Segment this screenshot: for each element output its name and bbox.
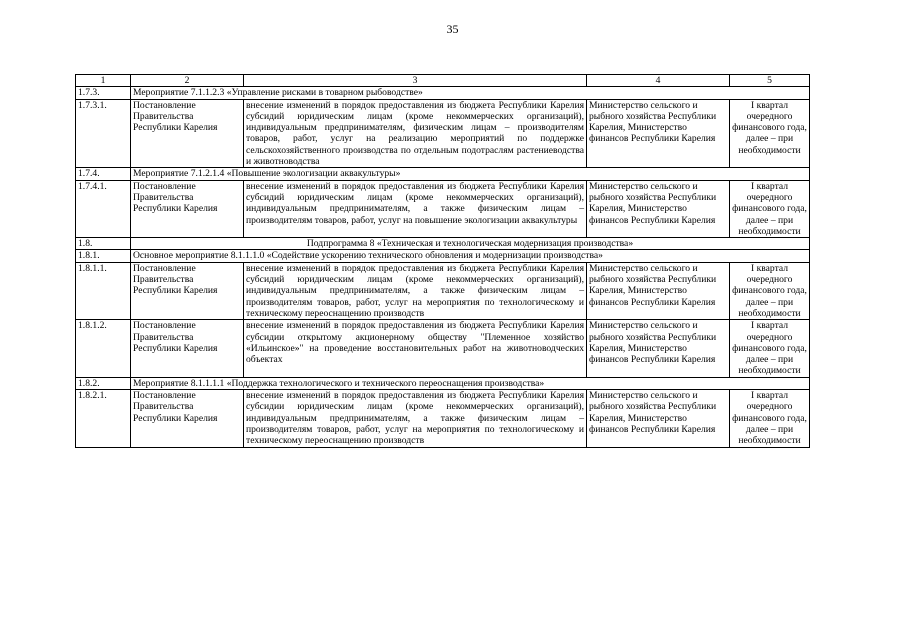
deadline: I квартал очередного финансового года, далее – при необходимости [730,320,810,377]
row-number: 1.7.3.1. [76,99,131,168]
document-type: Постановление Правительства Республики Карелия [131,180,244,237]
measures-table [75,74,810,448]
table-row [76,262,810,319]
deadline: I квартал очередного финансового года, далее – при необходимости [730,180,810,237]
section-row [76,168,810,180]
section-row [76,250,810,262]
header-col-4: 4 [587,75,730,87]
table-row [76,390,810,447]
header-col-1: 1 [76,75,131,87]
section-row [76,377,810,389]
row-number: 1.7.4. [76,168,131,180]
subprogram-title: Подпрограмма 8 «Техническая и технологическая модернизация производства» [131,238,810,250]
row-number: 1.7.4.1. [76,180,131,237]
header-col-3: 3 [244,75,587,87]
measure-content: внесение изменений в порядок предоставления из бюджета Республики Карелия субсидий юридическим лицам (кроме некоммерческих организаций), индивидуальным предпринимателям, а также физическим лицам – производителям товаров, работ, услуг на мероприятия по технологическому и техническому переоснащению производств [244,262,587,319]
page-number: 35 [446,22,459,36]
executor: Министерство сельского и рыбного хозяйства Республики Карелия, Министерство финансов Республики Карелия [587,180,730,237]
row-number: 1.8. [76,238,131,250]
document-type: Постановление Правительства Республики Карелия [131,390,244,447]
table-header-row [76,75,810,87]
row-number: 1.7.3. [76,87,131,99]
row-number: 1.8.1.1. [76,262,131,319]
deadline: I квартал очередного финансового года, далее – при необходимости [730,99,810,168]
header-col-2: 2 [131,75,244,87]
section-title: Мероприятие 8.1.1.1.1 «Поддержка технологического и технического переоснащения производства» [131,377,810,389]
header-col-5: 5 [730,75,810,87]
executor: Министерство сельского и рыбного хозяйства Республики Карелия, Министерство финансов Республики Карелия [587,320,730,377]
table-row [76,320,810,377]
document-type: Постановление Правительства Республики Карелия [131,262,244,319]
deadline: I квартал очередного финансового года, далее – при необходимости [730,262,810,319]
subprogram-row [76,238,810,250]
section-title: Мероприятие 7.1.2.1.4 «Повышение экологизации аквакультуры» [131,168,810,180]
section-title: Мероприятие 7.1.1.2.3 «Управление рисками в товарном рыбоводстве» [131,87,810,99]
executor: Министерство сельского и рыбного хозяйства Республики Карелия, Министерство финансов Республики Карелия [587,262,730,319]
table-row [76,180,810,237]
section-row [76,87,810,99]
deadline: I квартал очередного финансового года, далее – при необходимости [730,390,810,447]
section-title: Основное мероприятие 8.1.1.1.0 «Содействие ускорению технического обновления и модернизации производства» [131,250,810,262]
row-number: 1.8.2. [76,377,131,389]
table-row [76,99,810,168]
document-type: Постановление Правительства Республики Карелия [131,320,244,377]
measure-content: внесение изменений в порядок предоставления из бюджета Республики Карелия субсидии открытому акционерному обществу "Племенное хозяйство «Ильинское»" на проведение восстановительных работ на животноводческих объектах [244,320,587,377]
measure-content: внесение изменений в порядок предоставления из бюджета Республики Карелия субсидий юридическим лицам (кроме некоммерческих организаций), индивидуальным предпринимателям, а также физическим лицам – производителям товаров, работ, услуг на повышение экологизации аквакультуры [244,180,587,237]
measure-content: внесение изменений в порядок предоставления из бюджета Республики Карелия субсидии юридическим лицам (кроме некоммерческих организаций), индивидуальным предпринимателям, а также физическим лицам – производителям товаров, работ, услуг на мероприятия по технологическому и техническому переоснащению производств [244,390,587,447]
executor: Министерство сельского и рыбного хозяйства Республики Карелия, Министерство финансов Республики Карелия [587,99,730,168]
row-number: 1.8.1. [76,250,131,262]
measure-content: внесение изменений в порядок предоставления из бюджета Республики Карелия субсидий юридическим лицам (кроме некоммерческих организаций), индивидуальным предпринимателям, физическим лицам – производителям товаров, работ, услуг на реализацию мероприятий по поддержке сельскохозяйственного производства по отдельным подотраслям растениеводства и животноводства [244,99,587,168]
row-number: 1.8.2.1. [76,390,131,447]
executor: Министерство сельского и рыбного хозяйства Республики Карелия, Министерство финансов Республики Карелия [587,390,730,447]
document-type: Постановление Правительства Республики Карелия [131,99,244,168]
row-number: 1.8.1.2. [76,320,131,377]
